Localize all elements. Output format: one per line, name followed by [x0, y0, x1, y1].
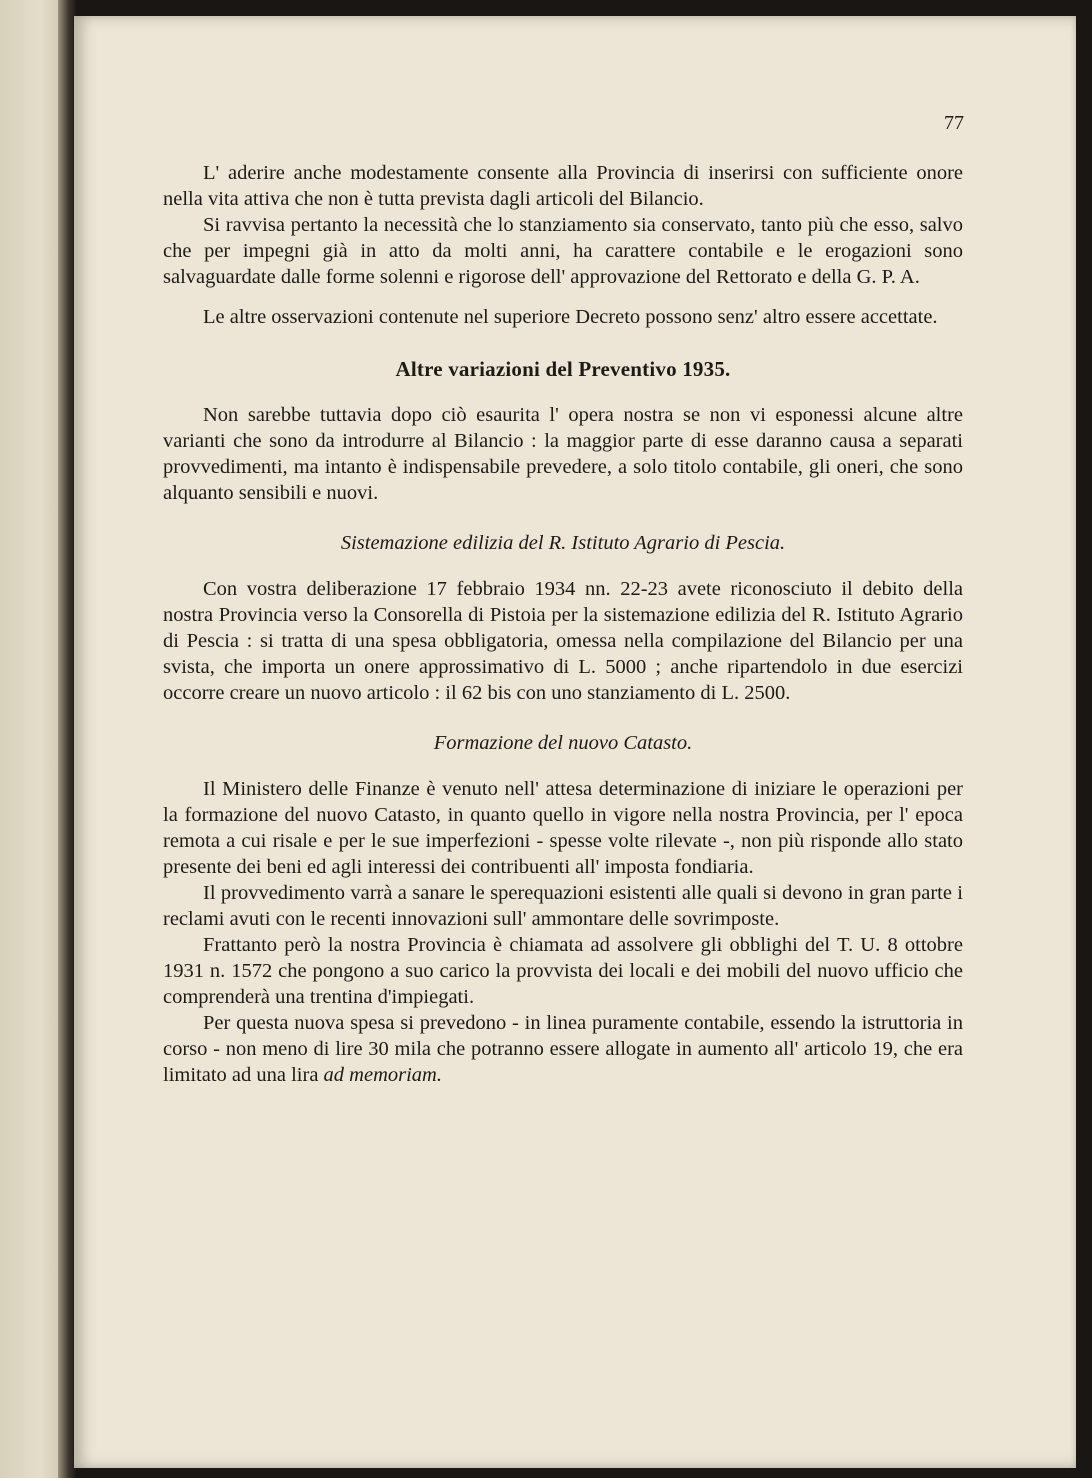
paragraph: Le altre osservazioni contenute nel superiore Decreto possono senz' altro essere accettate.	[203, 306, 938, 328]
page-number: 77	[944, 112, 964, 134]
paragraph: Frattanto però la nostra Provincia è chiamata ad assolvere gli obblighi del T. U. 8 ottobre 1931 n. 1572 che pongono a suo carico la provvista dei locali e dei mobili del nuovo ufficio che comprenderà una trentina d'impiegati.	[163, 934, 963, 1008]
paragraph: Non sarebbe tuttavia dopo ciò esaurita l' opera nostra se non vi esponessi alcune altre varianti che sono da introdurre al Bilancio : la maggior parte di esse daranno causa a separati provvedimenti, ma intanto è indispensabile prevedere, a solo titolo contabile, gli oneri, che sono alquanto sensibili e nuovi.	[163, 404, 963, 504]
paragraph: Il Ministero delle Finanze è venuto nell' attesa determinazione di iniziare le operazioni per la formazione del nuovo Catasto, in quanto quello in vigore nella nostra Provincia, per l' epoca remota a cui risale e per le sue imperfezioni - spesse volte rilevate -, non più risponde allo stato presente dei beni ed agli interessi dei contribuenti all' imposta fondiaria.	[163, 778, 963, 878]
paragraph: Il provvedimento varrà a sanare le sperequazioni esistenti alle quali si devono in gran parte i reclami avuti con le recenti innovazioni sull' ammontare delle sovrimposte.	[163, 882, 963, 930]
paragraph: Con vostra deliberazione 17 febbraio 1934 nn. 22-23 avete riconosciuto il debito della nostra Provincia verso la Consorella di Pistoia per la sistemazione edilizia del R. Istituto Agrario di Pescia : si tratta di una spesa obbligatoria, omessa nella compilazione del Bilancio per una svista, che importa un onere approssimativo di L. 5000 ; anche ripartendolo in due esercizi occorre creare un nuovo articolo : il 62 bis con uno stanziamento di L. 2500.	[163, 578, 963, 704]
document-page	[74, 16, 1076, 1468]
section-heading: Altre variazioni del Preventivo 1935.	[395, 357, 731, 381]
paragraph: Si ravvisa pertanto la necessità che lo stanziamento sia conservato, tanto più che esso, salvo che per impegni già in atto da molti anni, ha carattere contabile e le erogazioni sono salvaguardate dalle forme solenni e rigorose dell' approvazione del Rettorato e della G. P. A.	[163, 214, 963, 288]
section-subheading: Sistemazione edilizia del R. Istituto Agrario di Pescia.	[340, 532, 786, 554]
section-subheading: Formazione del nuovo Catasto.	[433, 732, 693, 754]
paragraph	[163, 1010, 963, 1088]
italic-latin-phrase: ad memoriam.	[323, 1064, 442, 1086]
body-text	[163, 160, 963, 1088]
paragraph-text: Per questa nuova spesa si prevedono - in linea puramente contabile, essendo la istruttoria in corso - non meno di lire 30 mila che potranno essere allogate in aumento all' articolo 19, che era limitato ad una lira	[163, 1012, 963, 1086]
paragraph: L' aderire anche modestamente consente alla Provincia di inserirsi con sufficiente onore nella vita attiva che non è tutta prevista dagli articoli del Bilancio.	[163, 162, 963, 210]
